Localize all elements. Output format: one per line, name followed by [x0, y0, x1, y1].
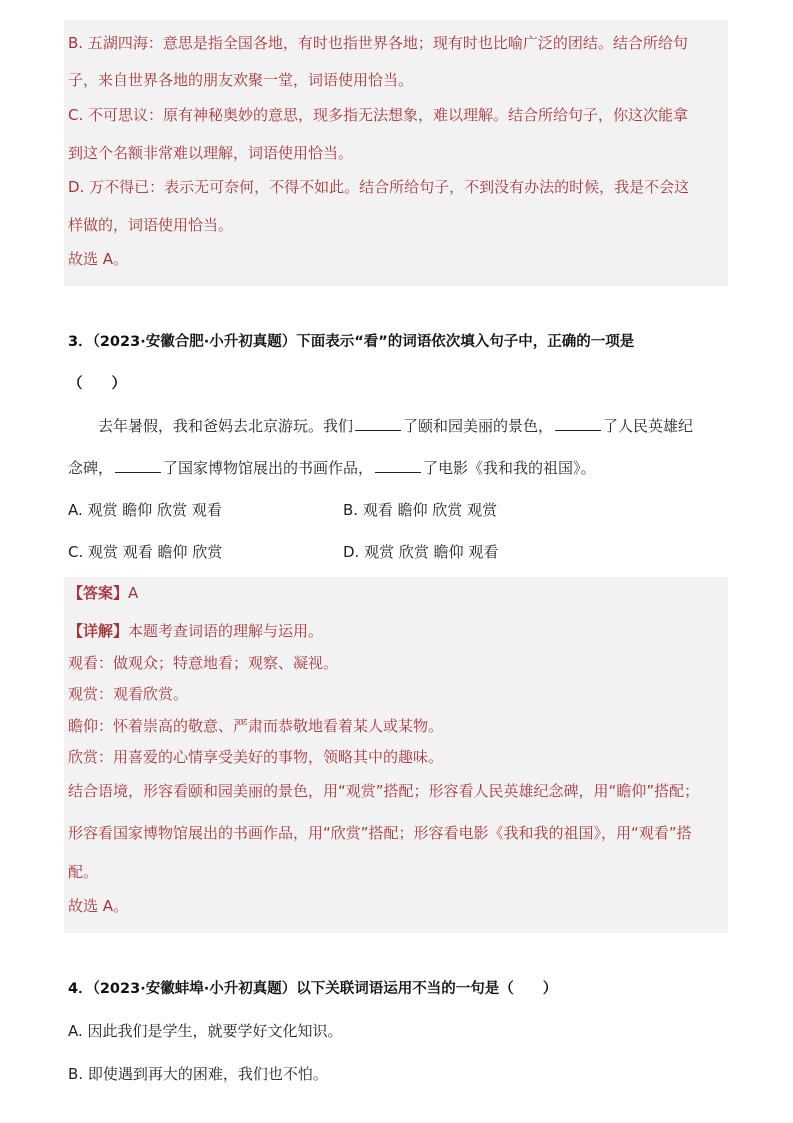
- definition-guankan: 观看：做观众；特意地看；观察、凝视。: [68, 654, 339, 672]
- q4-option-b[interactable]: B. 即使遇到再大的困难，我们也不怕。: [68, 1065, 328, 1083]
- q3-conclusion: 故选 A。: [68, 897, 129, 915]
- explanation-option-c-line1: C. 不可思议：原有神秘奥妙的意思，现多指无法想象，难以理解。结合所给句子，你这次能拿: [68, 106, 689, 124]
- definition-zhanyang: 瞻仰：怀着崇高的敬意、严肃而恭敬地看着某人或某物。: [68, 717, 444, 735]
- definition-xinshang: 欣赏：用喜爱的心情享受美好的事物，领略其中的趣味。: [68, 748, 444, 766]
- q3-answer: [68, 583, 138, 603]
- explanation-option-b-line1: B. 五湖四海：意思是指全国各地，有时也指世界各地；现有时也比喻广泛的团结。结合所给句: [68, 34, 688, 52]
- detail-tag: 【详解】: [68, 622, 129, 640]
- q3-passage-part1: 去年暑假，我和爸妈去北京游玩。我们: [98, 417, 354, 435]
- q3-passage-part2: 了颐和园美丽的景色，: [403, 417, 554, 435]
- answer-value: A: [128, 584, 139, 602]
- q3-blank-4: [375, 458, 421, 473]
- q3-passage-part5: 了国家博物馆展出的书画作品，: [163, 459, 374, 477]
- q4-option-a[interactable]: A. 因此我们是学生，就要学好文化知识。: [68, 1022, 343, 1040]
- q3-option-a[interactable]: A. 观赏 瞻仰 欣赏 观看: [68, 501, 222, 519]
- q3-blank-1: [355, 416, 401, 431]
- explanation-conclusion: 故选 A。: [68, 250, 129, 268]
- definition-guanshang: 观赏：观看欣赏。: [68, 685, 189, 703]
- q3-stem-line2: （ ）: [68, 376, 126, 392]
- q3-option-c[interactable]: C. 观赏 观看 瞻仰 欣赏: [68, 543, 223, 561]
- q3-blank-3: [115, 458, 161, 473]
- context-line2: 形容看国家博物馆展出的书画作品，用“欣赏”搭配；形容看电影《我和我的祖国》，用“观看”搭: [68, 824, 692, 842]
- q3-passage-part4: 念碑，: [68, 459, 114, 477]
- explanation-option-c-line2: 到这个名额非常难以理解，词语使用恰当。: [68, 144, 354, 162]
- detail-intro: 本题考查词语的理解与运用。: [128, 622, 324, 640]
- q3-passage-part3: 了人民英雄纪: [603, 417, 694, 435]
- answer-tag: 【答案】: [68, 584, 129, 602]
- explanation-option-d-line2: 样做的，词语使用恰当。: [68, 216, 234, 234]
- q3-passage-line1: [98, 416, 693, 436]
- q4-stem: 4．（2023·安徽蚌埠·小升初真题）以下关联词语运用不当的一句是（ ）: [68, 981, 558, 997]
- q3-blank-2: [555, 416, 601, 431]
- q3-stem-line1: 3．（2023·安徽合肥·小升初真题）下面表示“看”的词语依次填入句子中，正确的一项是: [68, 334, 635, 350]
- context-line3: 配。: [68, 863, 99, 881]
- q3-detail: [68, 621, 323, 641]
- q3-passage-line2: [68, 458, 596, 478]
- explanation-option-d-line1: D. 万不得已：表示无可奈何，不得不如此。结合所给句子，不到没有办法的时候，我是不会这: [68, 178, 690, 196]
- explanation-option-b-line2: 子，来自世界各地的朋友欢聚一堂，词语使用恰当。: [68, 71, 414, 89]
- q3-option-d[interactable]: D. 观赏 欣赏 瞻仰 观看: [343, 543, 499, 561]
- q3-option-b[interactable]: B. 观看 瞻仰 欣赏 观赏: [343, 501, 498, 519]
- context-line1: 结合语境，形容看颐和园美丽的景色，用“观赏”搭配；形容看人民英雄纪念碑，用“瞻仰”搭配；: [68, 782, 700, 800]
- q3-passage-part6: 了电影《我和我的祖国》。: [423, 459, 596, 477]
